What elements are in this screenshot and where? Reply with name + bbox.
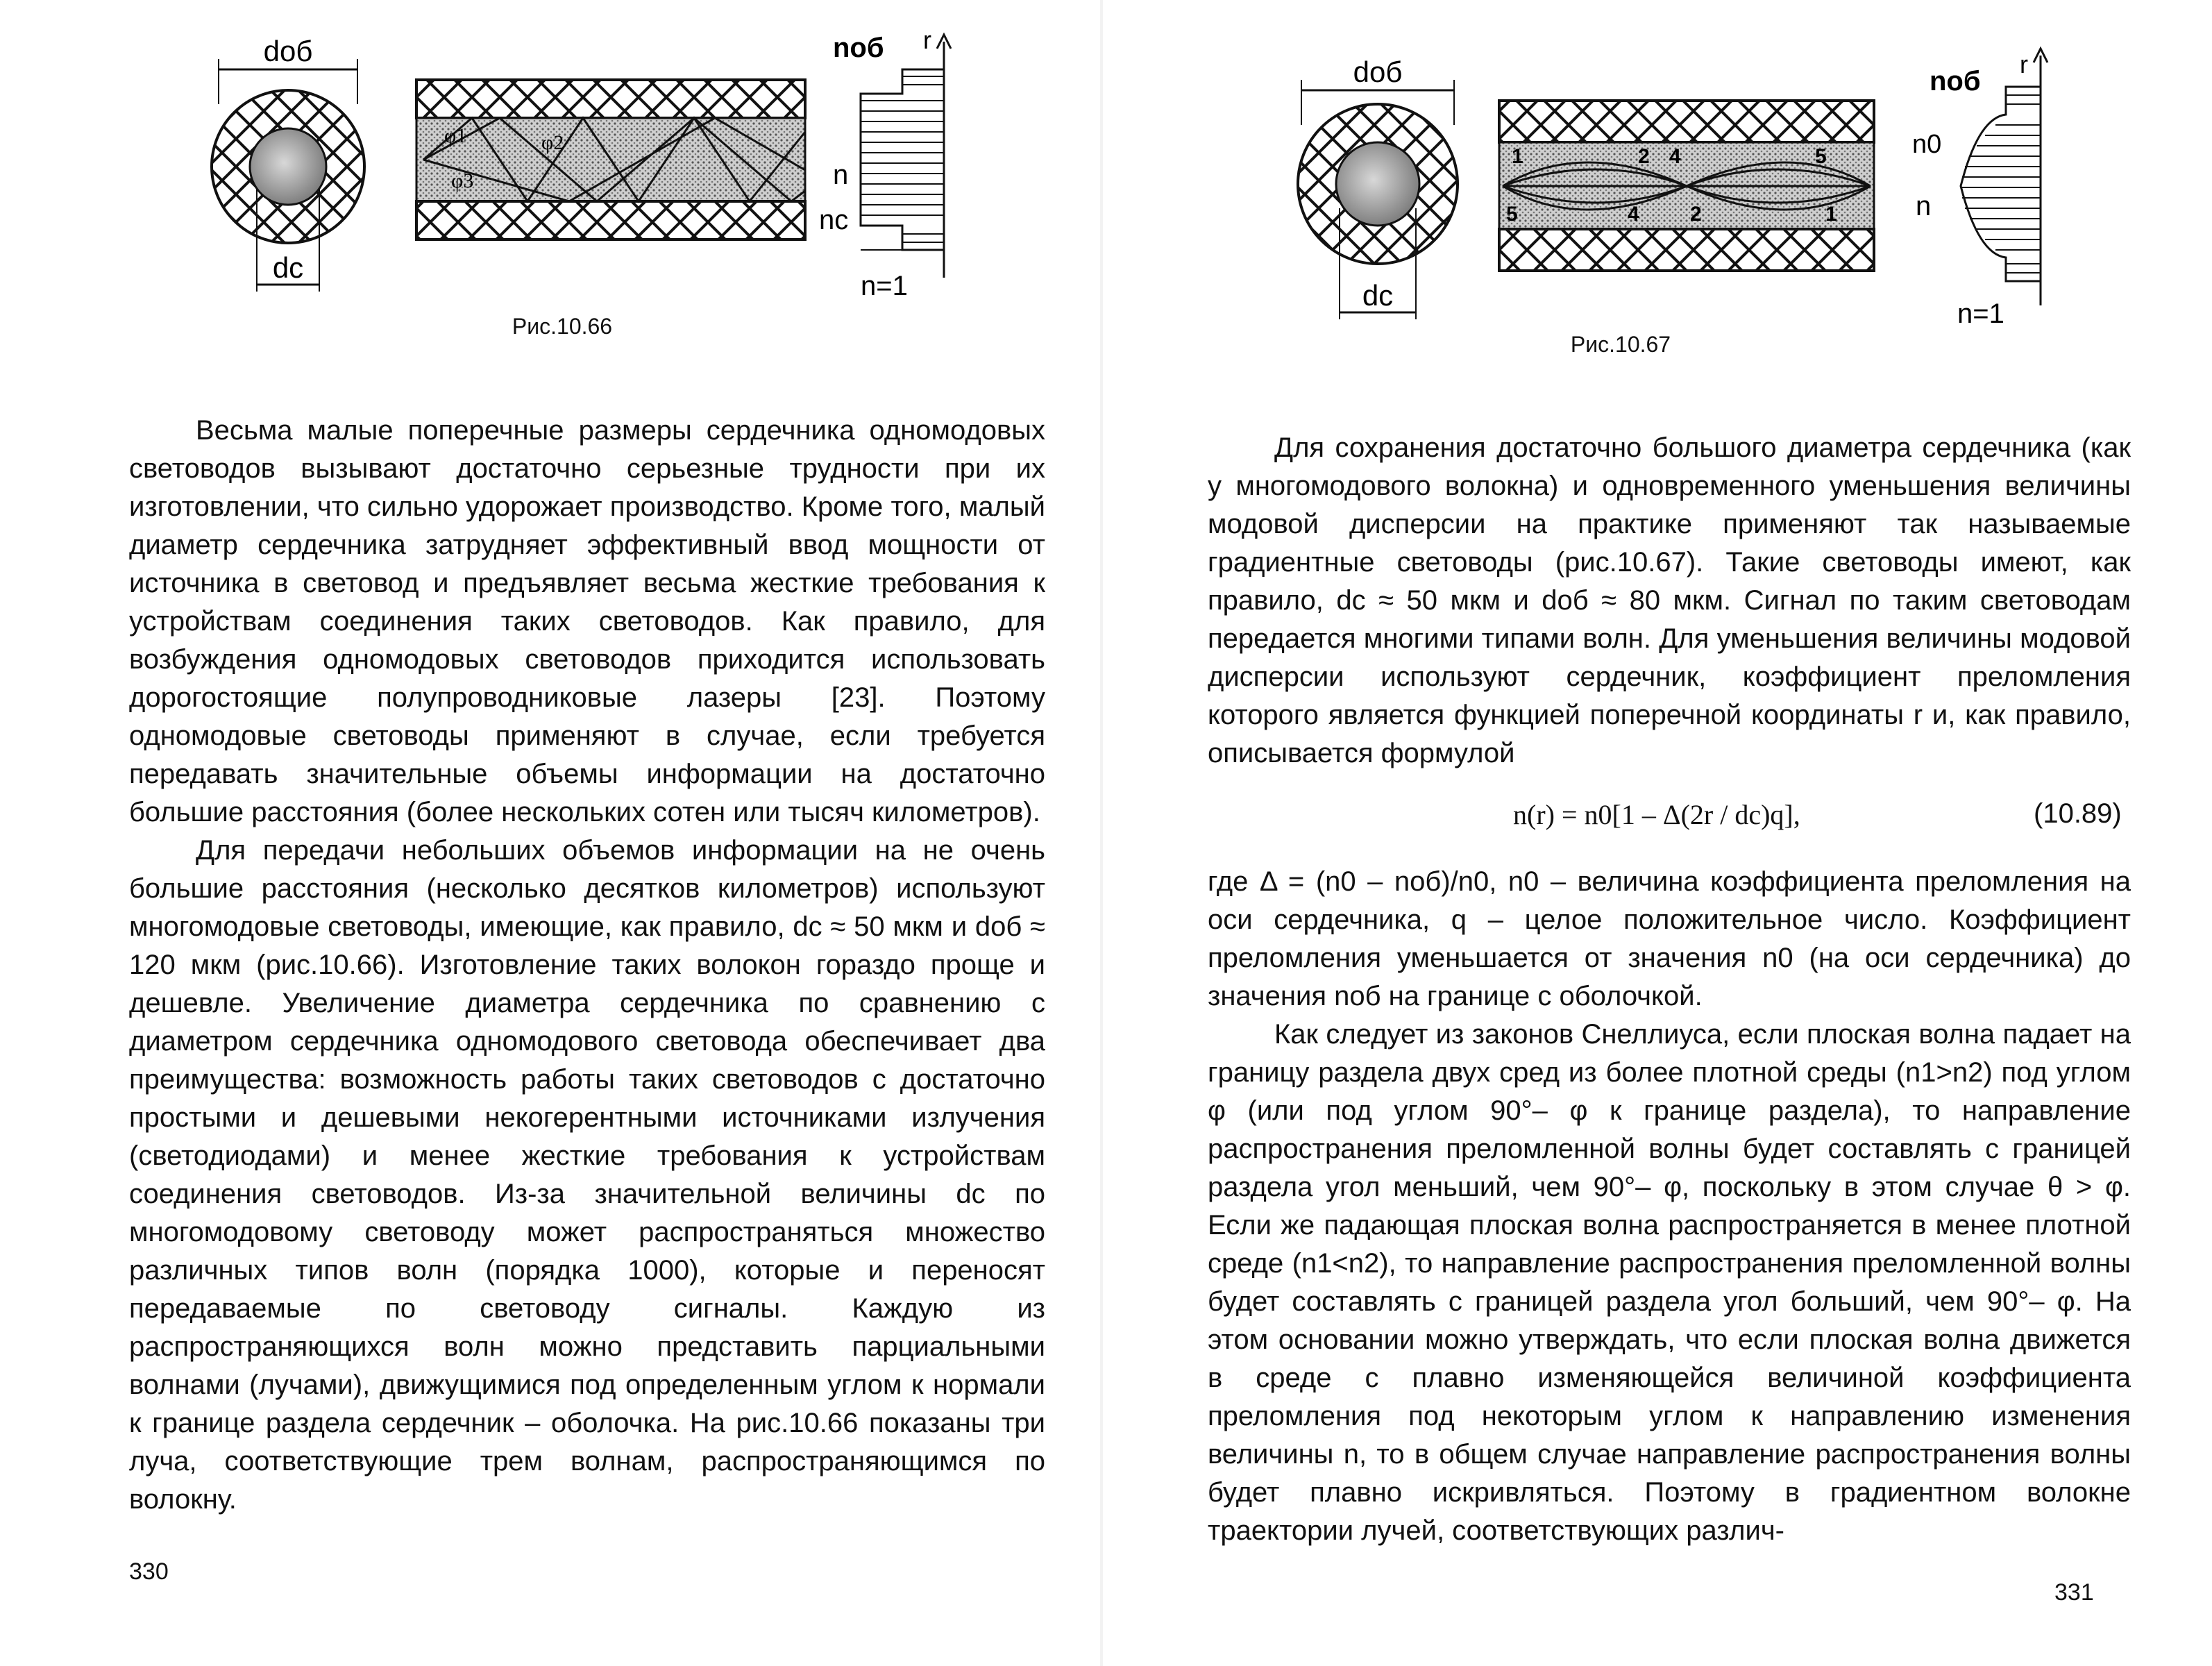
num-top-5: 5 <box>1815 145 1827 168</box>
right-text-2 <box>1208 863 2131 1550</box>
num-top-1: 1 <box>1512 145 1523 168</box>
label-n-c: nс <box>819 205 849 235</box>
left-page <box>0 0 1097 1666</box>
figure-caption: Рис.10.66 <box>512 314 613 339</box>
label-n-eq-1: n=1 <box>1957 298 2004 329</box>
label-n-ob: nоб <box>833 33 884 63</box>
equation-number: (10.89) <box>2034 798 2122 829</box>
core-circle <box>250 128 326 205</box>
label-n-ob: nоб <box>1930 66 1981 96</box>
formula: n(r) = n0[1 – Δ(2r / dс)q], <box>1513 799 1800 830</box>
label-n-eq-1: n=1 <box>861 271 908 301</box>
num-top-4: 4 <box>1669 145 1681 168</box>
label-d-ob: dоб <box>1353 56 1403 88</box>
left-text <box>129 412 1045 1519</box>
num-bottom-4: 4 <box>1628 203 1639 226</box>
fiber-cladding-bottom <box>416 201 805 239</box>
fiber-cladding-top <box>416 80 805 118</box>
label-n0: n0 <box>1912 130 1942 159</box>
label-r: r <box>923 28 931 54</box>
paragraph: Как следует из законов Снеллиуса, если плоская волна падает на границу раздела двух сред из более плотной среды (n1>n2) под углом φ (или под углом 90°– φ к границе раздела), то направление распространения преломленной волны будет составлять с границей раздела угол меньший, чем 90°– φ, поскольку в этом случае θ > φ. Если же падающая плоская волна распространяется в менее плотной среде (n1<n2), то направление распространения преломленной волны будет составлять с границей раздела угол больший, чем 90°– φ. На этом основании можно утверждать, что если плоская волна движется в среде с плавно изменяющейся величиной коэффициента преломления под некоторым углом к направлению изменения величины n, то в общем случае направление распространения волны будет плавно искривляться. Поэтому в градиентном волокне траектории лучей, соответствующих различ- <box>1208 1019 2131 1546</box>
index-profile <box>861 69 944 250</box>
core-circle <box>1336 142 1419 226</box>
label-n: n <box>1916 191 1932 221</box>
paragraph: Для передачи небольших объемов информации на не очень большие расстояния (несколько десятков километров) используют многомодовые световоды, имеющие, как правило, dс ≈ 50 мкм и dоб ≈ 120 мкм (рис.10.66). Изготовление таких волокон гораздо проще и дешевле. Увеличение диаметра сердечника по сравнению с диаметром сердечника одномодового световода обеспечивает два преимущества: возможность работы таких световодов с достаточно простыми и дешевыми некогерентными источниками излучения (светодиодами) и менее жесткие требования к устройствам соединения световодов. Из-за значительной величины dс по многомодовому световоду может распространяться множество различных типов волн (порядка 1000), которые и переносят передаваемые по световоду сигналы. Каждую из распространяющихся волн можно представить парциальными волнами (лучами), движущимися под определенным углом к нормали к границе раздела сердечник – оболочка. На рис.10.66 показаны три луча, соответствующие трем волнам, распространяющимся по волокну. <box>129 835 1045 1515</box>
paragraph: Для сохранения достаточно большого диаметра сердечника (как у многомодового волокна) и одновременного уменьшения величины модовой дисперсии на практике применяют так называемые градиентные световоды (рис.10.67). Такие световоды имеют, как правило, dс ≈ 50 мкм и dоб ≈ 80 мкм. Сигнал по таким световодам передается многими типами волн. Для уменьшения величины модовой дисперсии используют сердечник, коэффициент преломления которого является функцией поперечной координаты r и, как правило, описывается формулой <box>1208 432 2131 768</box>
figure-10-67 <box>1291 42 2061 333</box>
figure-caption: Рис.10.67 <box>1570 332 1671 357</box>
page-fold <box>1100 0 1103 1666</box>
index-profile <box>1961 87 2041 281</box>
label-d-c: dс <box>1362 279 1394 312</box>
num-bottom-2: 2 <box>1690 203 1702 226</box>
paragraph: где Δ = (n0 – nоб)/n0, n0 – величина коэффициента преломления на оси сердечника, q – целое положительное число. Коэффициент преломления уменьшается от значения n0 (на оси сердечника) до значения nоб на границе с оболочкой. <box>1208 866 2131 1011</box>
page-number: 331 <box>2054 1579 2094 1606</box>
label-d-c: dс <box>272 251 304 284</box>
label-phi2: φ2 <box>541 131 564 154</box>
right-text-1 <box>1208 429 2131 773</box>
right-page <box>1111 0 2212 1666</box>
paragraph: Весьма малые поперечные размеры сердечника одномодовых световодов вызывают достаточно серьезные трудности при их изготовлении, что сильно удорожает производство. Кроме того, малый диаметр сердечника затрудняет эффективный ввод мощности от источника в световод и предъявляет весьма жесткие требования к устройствам соединения таких световодов. Как правило, для возбуждения одномодовых световодов приходится использовать дорогостоящие полупроводниковые лазеры [23]. Поэтому одномодовые световоды применяют в случае, если требуется передавать значительные объемы информации на достаточно большие расстояния (более нескольких сотен или тысяч километров). <box>129 415 1045 827</box>
label-n: n <box>833 160 849 190</box>
label-r: r <box>2020 50 2028 78</box>
label-phi1: φ1 <box>444 124 467 147</box>
num-bottom-1: 1 <box>1825 203 1837 226</box>
figure-10-66 <box>208 28 972 305</box>
fiber-cladding-top <box>1499 101 1874 142</box>
num-bottom-5: 5 <box>1506 203 1518 226</box>
num-top-2: 2 <box>1638 145 1650 168</box>
page-number: 330 <box>129 1558 169 1585</box>
label-d-ob: dоб <box>263 35 313 67</box>
fiber-cladding-bottom <box>1499 229 1874 271</box>
label-phi3: φ3 <box>451 169 474 192</box>
